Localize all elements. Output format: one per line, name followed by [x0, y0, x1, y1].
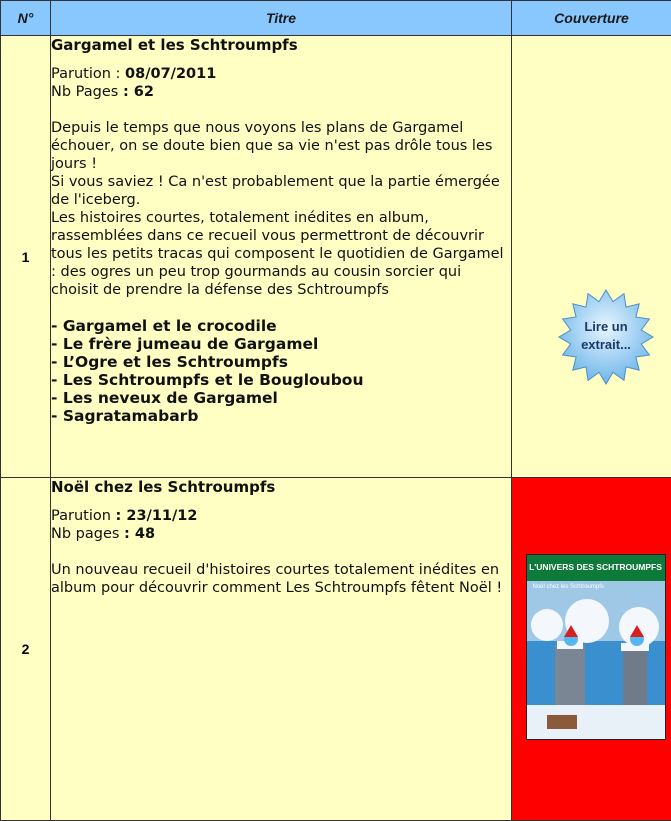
- parution-line: [51, 65, 511, 83]
- album-cover-image[interactable]: [526, 554, 666, 740]
- row-number: 2: [1, 478, 51, 821]
- parution-value: : 23/11/12: [115, 508, 198, 524]
- parution-label: Parution: [51, 508, 116, 524]
- table-row: [1, 36, 671, 478]
- story-item: - Sagratamabarb: [51, 407, 199, 425]
- story-item: - Les Schtroumpfs et le Bougloubou: [51, 371, 364, 389]
- parution-line: [51, 507, 511, 525]
- album-title: Noël chez les Schtroumpfs: [51, 478, 276, 496]
- description-paragraph: Les histoires courtes, totalement inédites en album, rassemblées dans ce recueil vous permettront de découvrir tous les petits tracas qui composent le quotidien de Gargamel : des ogres un peu trop gourmands au cousin sorcier qui choisit de prendre la défense des Schtroumpfs: [51, 210, 504, 298]
- header-num: N°: [1, 1, 51, 36]
- parution-value: 08/07/2011: [125, 66, 217, 82]
- story-item: - Le frère jumeau de Gargamel: [51, 335, 319, 353]
- read-excerpt-line2: extrait...: [581, 337, 631, 352]
- header-row: [1, 1, 671, 36]
- table-row: [1, 478, 671, 821]
- description-paragraph: Depuis le temps que nous voyons les plans de Gargamel échouer, on se doute bien que sa vie n'est pas drôle tous les jours !: [51, 120, 493, 172]
- album-title: Gargamel et les Schtroumpfs: [51, 36, 298, 54]
- header-cover: Couverture: [512, 1, 671, 36]
- pages-value: : 48: [124, 526, 156, 542]
- story-list: [51, 317, 511, 425]
- story-item: - L’Ogre et les Schtroumpfs: [51, 353, 288, 371]
- parution-label: Parution :: [51, 66, 126, 82]
- album-description: [51, 561, 511, 597]
- read-excerpt-button[interactable]: [558, 289, 654, 385]
- header-title: Titre: [51, 1, 512, 36]
- cover-artwork: [527, 555, 665, 739]
- read-excerpt-line1: Lire un: [584, 319, 628, 334]
- pages-line: [51, 525, 511, 543]
- pages-value: : 62: [122, 84, 154, 100]
- description-paragraph: Un nouveau recueil d'histoires courtes totalement inédites en album pour découvrir comment Les Schtroumpfs fêtent Noël !: [51, 562, 503, 596]
- read-excerpt-label[interactable]: [558, 318, 654, 354]
- story-item: - Les neveux de Gargamel: [51, 389, 278, 407]
- pages-line: [51, 83, 511, 101]
- row-content: [51, 478, 512, 821]
- description-paragraph: Si vous saviez ! Ca n'est probablement que la partie émergée de l'iceberg.: [51, 174, 500, 208]
- row-number: 1: [1, 36, 51, 478]
- cover-album-subtitle: Noël chez les Schtroumpfs: [532, 584, 604, 590]
- pages-label: Nb Pages: [51, 84, 123, 100]
- cover-cell: [512, 478, 671, 821]
- pages-label: Nb pages: [51, 526, 125, 542]
- album-description: [51, 119, 511, 299]
- row-content: [51, 36, 512, 478]
- cover-cell: [512, 36, 671, 478]
- cover-series-title: L'UNIVERS DES SCHTROUMPFS: [529, 562, 662, 572]
- story-item: - Gargamel et le crocodile: [51, 317, 277, 335]
